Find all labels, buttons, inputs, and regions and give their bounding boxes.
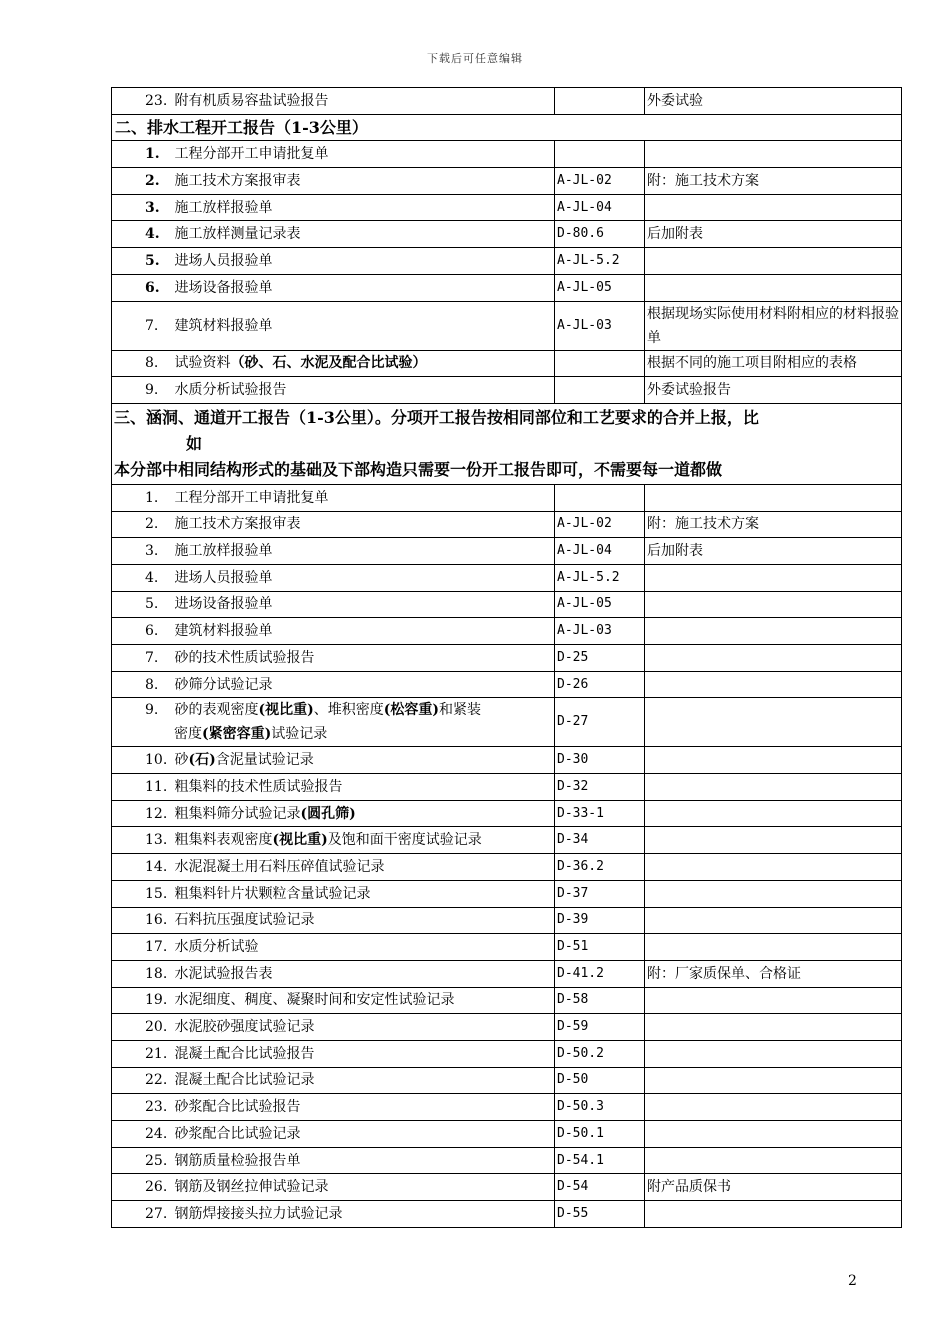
item-code: A-JL-05 — [555, 591, 645, 618]
item-name: 砂浆配合比试验记录 — [174, 1125, 301, 1142]
item-name-cell — [112, 1201, 555, 1228]
item-code: A-JL-04 — [555, 194, 645, 221]
item-name-cell — [112, 907, 555, 934]
item-code: D-26 — [555, 671, 645, 698]
table-row — [112, 934, 902, 961]
item-code: D-54 — [555, 1174, 645, 1201]
item-number: 2. — [145, 172, 160, 189]
table-row — [112, 221, 902, 248]
item-name-cell — [112, 274, 555, 301]
item-number: 16. — [145, 912, 168, 929]
item-code: D-80.6 — [555, 221, 645, 248]
item-code: D-54.1 — [555, 1147, 645, 1174]
item-name-cell — [112, 591, 555, 618]
item-note: 根据现场实际使用材料附相应的材料报验单 — [645, 301, 902, 350]
item-name: 石料抗压强度试验记录 — [174, 912, 315, 929]
item-number: 4. — [145, 569, 159, 586]
item-note: 外委试验 — [645, 88, 902, 115]
item-name-part: (圆孔筛) — [300, 805, 356, 822]
item-code: A-JL-03 — [555, 618, 645, 645]
item-note — [645, 591, 902, 618]
item-number: 6. — [145, 279, 160, 296]
item-name-part: 密度 — [174, 726, 202, 743]
item-name-part: (视比重) — [272, 832, 328, 849]
item-number: 10. — [145, 752, 168, 769]
item-note — [645, 854, 902, 881]
item-name-cell — [112, 221, 555, 248]
item-name-cell — [112, 484, 555, 511]
item-number: 7. — [145, 649, 159, 666]
item-name-cell — [112, 141, 555, 168]
item-name-part: 及饱和面干密度试验记录 — [327, 832, 482, 849]
item-name-cell — [112, 194, 555, 221]
item-name: 进场人员报验单 — [174, 569, 273, 586]
item-name: 试验资料 — [174, 355, 231, 372]
item-name-cell — [112, 511, 555, 538]
item-name-cell — [112, 1040, 555, 1067]
item-name: 进场设备报验单 — [174, 279, 273, 296]
item-number: 5. — [145, 252, 160, 269]
item-number: 4. — [145, 226, 160, 243]
section3-title-line3: 本分部中相同结构形式的基础及下部构造只需要一份开工报告即可，不需要每一道都做 — [114, 459, 723, 479]
item-note — [645, 671, 902, 698]
item-note: 外委试验报告 — [645, 377, 902, 404]
item-note — [645, 141, 902, 168]
item-name-cell — [112, 1174, 555, 1201]
item-name-cell — [112, 1147, 555, 1174]
item-code: D-39 — [555, 907, 645, 934]
table-row — [112, 800, 902, 827]
item-name-cell — [112, 618, 555, 645]
item-number: 25. — [145, 1152, 168, 1169]
item-name: 工程分部开工申请批复单 — [174, 489, 329, 506]
item-number: 13. — [145, 832, 168, 849]
item-name-part: (石) — [188, 752, 216, 769]
item-number: 19. — [145, 992, 168, 1009]
item-number: 22. — [145, 1072, 168, 1089]
item-note — [645, 1201, 902, 1228]
item-name: 施工放样报验单 — [174, 199, 273, 216]
item-code: D-50.3 — [555, 1094, 645, 1121]
item-code: D-58 — [555, 987, 645, 1014]
item-number: 8. — [145, 676, 159, 693]
item-note — [645, 1121, 902, 1148]
table-row — [112, 671, 902, 698]
item-name: 水泥试验报告表 — [174, 965, 273, 982]
item-number: 2. — [145, 516, 159, 533]
table-row — [112, 618, 902, 645]
item-note: 附：施工技术方案 — [645, 168, 902, 195]
item-note: 附：施工技术方案 — [645, 511, 902, 538]
item-code: D-32 — [555, 774, 645, 801]
table-row — [112, 1014, 902, 1041]
item-number: 20. — [145, 1019, 168, 1036]
section3-title — [112, 403, 902, 484]
table-row — [112, 511, 902, 538]
item-note — [645, 934, 902, 961]
table-row — [112, 564, 902, 591]
item-name: 水泥混凝土用石料压碎值试验记录 — [174, 858, 385, 875]
item-number: 24. — [145, 1125, 168, 1142]
item-note — [645, 774, 902, 801]
item-name: 施工放样报验单 — [174, 543, 273, 560]
item-number: 27. — [145, 1205, 168, 1222]
item-name-bold: （砂、石、水泥及配合比试验） — [230, 355, 427, 372]
item-number: 12. — [145, 805, 168, 822]
item-number: 3. — [145, 543, 159, 560]
item-name: 钢筋焊接接头拉力试验记录 — [174, 1205, 343, 1222]
item-name: 砂浆配合比试验报告 — [174, 1099, 301, 1116]
table-row — [112, 194, 902, 221]
item-code: D-30 — [555, 747, 645, 774]
table-row — [112, 907, 902, 934]
item-name-part: 砂的表观密度 — [174, 702, 259, 719]
table-row — [112, 274, 902, 301]
item-name-part: 试验记录 — [271, 726, 328, 743]
item-code: D-41.2 — [555, 960, 645, 987]
item-name-cell — [112, 774, 555, 801]
item-number: 23. — [145, 1099, 168, 1116]
item-number: 5. — [145, 596, 159, 613]
table-row — [112, 747, 902, 774]
item-number: 6. — [145, 623, 159, 640]
item-name: 工程分部开工申请批复单 — [174, 146, 329, 163]
item-name-part: (紧密容重) — [202, 726, 272, 743]
item-name: 水质分析试验 — [174, 939, 259, 956]
item-name: 水质分析试验报告 — [174, 382, 287, 399]
page-number: 2 — [848, 1273, 857, 1289]
item-number: 26. — [145, 1179, 168, 1196]
item-code: D-25 — [555, 645, 645, 672]
item-code — [555, 350, 645, 377]
item-code: D-27 — [555, 698, 645, 747]
item-name-cell — [112, 987, 555, 1014]
item-note — [645, 1094, 902, 1121]
item-name-cell — [112, 538, 555, 565]
item-note: 附：厂家质保单、合格证 — [645, 960, 902, 987]
item-code: A-JL-5.2 — [555, 564, 645, 591]
item-name-cell — [112, 671, 555, 698]
item-note: 根据不同的施工项目附相应的表格 — [645, 350, 902, 377]
item-note: 后加附表 — [645, 221, 902, 248]
item-number: 18. — [145, 965, 168, 982]
item-name-cell — [112, 827, 555, 854]
item-name-part: 粗集料筛分试验记录 — [174, 805, 301, 822]
item-note — [645, 987, 902, 1014]
item-name-cell — [112, 1014, 555, 1041]
item-name-cell — [112, 88, 555, 115]
item-name: 砂的技术性质试验报告 — [174, 649, 315, 666]
item-name: 粗集料的技术性质试验报告 — [174, 778, 343, 795]
item-name: 钢筋及钢丝拉伸试验记录 — [174, 1179, 329, 1196]
item-number: 9. — [145, 702, 159, 719]
item-name-part: 含泥量试验记录 — [215, 752, 314, 769]
item-code — [555, 484, 645, 511]
item-note — [645, 907, 902, 934]
item-name-cell — [112, 350, 555, 377]
item-name: 建筑材料报验单 — [174, 317, 273, 334]
section2-title: 二、排水工程开工报告（1-3公里） — [112, 114, 902, 141]
item-note — [645, 248, 902, 275]
table-row — [112, 960, 902, 987]
item-name: 进场人员报验单 — [174, 252, 273, 269]
table-row — [112, 1067, 902, 1094]
item-name-part: 砂 — [174, 752, 189, 769]
item-name: 施工技术方案报审表 — [174, 172, 301, 189]
table-row — [112, 987, 902, 1014]
item-name: 砂筛分试验记录 — [174, 676, 273, 693]
item-note — [645, 274, 902, 301]
table-row — [112, 698, 902, 747]
item-note: 附产品质保书 — [645, 1174, 902, 1201]
item-code: A-JL-05 — [555, 274, 645, 301]
item-name: 水泥胶砂强度试验记录 — [174, 1019, 315, 1036]
item-name-cell — [112, 698, 555, 747]
item-code: D-37 — [555, 880, 645, 907]
item-code — [555, 141, 645, 168]
item-code: D-59 — [555, 1014, 645, 1041]
item-name-cell — [112, 960, 555, 987]
table-row — [112, 1040, 902, 1067]
table-row — [112, 854, 902, 881]
item-name-cell — [112, 1094, 555, 1121]
table-row — [112, 301, 902, 350]
table-row — [112, 1174, 902, 1201]
item-code: A-JL-5.2 — [555, 248, 645, 275]
item-name-cell — [112, 564, 555, 591]
table-row — [112, 880, 902, 907]
header-note: 下载后可任意编辑 — [427, 52, 523, 65]
item-code: A-JL-02 — [555, 168, 645, 195]
item-code: D-55 — [555, 1201, 645, 1228]
item-note: 后加附表 — [645, 538, 902, 565]
item-code: D-34 — [555, 827, 645, 854]
item-number: 23. — [145, 92, 168, 109]
table-row — [112, 248, 902, 275]
table-row — [112, 350, 902, 377]
item-code: D-50.1 — [555, 1121, 645, 1148]
item-code: A-JL-03 — [555, 301, 645, 350]
item-note — [645, 645, 902, 672]
table-row — [112, 827, 902, 854]
item-name-cell — [112, 854, 555, 881]
table-row — [112, 88, 902, 115]
item-name-part: 和紧装 — [438, 702, 481, 719]
item-code — [555, 377, 645, 404]
table-row — [112, 168, 902, 195]
item-note — [645, 618, 902, 645]
item-name: 施工放样测量记录表 — [174, 226, 301, 243]
item-name-cell — [112, 248, 555, 275]
section3-title-line2: 如 — [186, 433, 203, 453]
item-name-cell — [112, 1067, 555, 1094]
table-row — [112, 141, 902, 168]
item-name: 钢筋质量检验报告单 — [174, 1152, 301, 1169]
item-name: 混凝土配合比试验报告 — [174, 1045, 315, 1062]
item-note — [645, 800, 902, 827]
table-row — [112, 1147, 902, 1174]
item-note — [645, 698, 902, 747]
item-name: 粗集料针片状颗粒含量试验记录 — [174, 885, 371, 902]
item-name-cell — [112, 645, 555, 672]
section-heading-row — [112, 403, 902, 484]
item-number: 11. — [145, 778, 168, 795]
item-name-cell — [112, 880, 555, 907]
item-note — [645, 747, 902, 774]
item-number: 17. — [145, 939, 168, 956]
item-name-cell — [112, 377, 555, 404]
item-code: A-JL-04 — [555, 538, 645, 565]
item-number: 1. — [145, 146, 160, 163]
item-note — [645, 484, 902, 511]
item-note — [645, 564, 902, 591]
item-name-cell — [112, 747, 555, 774]
item-name: 混凝土配合比试验记录 — [174, 1072, 315, 1089]
section-heading-row — [112, 114, 902, 141]
item-number: 14. — [145, 858, 168, 875]
item-code: A-JL-02 — [555, 511, 645, 538]
item-number: 9. — [145, 382, 159, 399]
item-note — [645, 1147, 902, 1174]
table-row — [112, 1094, 902, 1121]
item-name-part: (视比重) — [258, 702, 314, 719]
table-row — [112, 774, 902, 801]
item-note — [645, 1067, 902, 1094]
item-name: 附有机质易容盐试验报告 — [174, 92, 329, 109]
item-name-cell — [112, 934, 555, 961]
table-row — [112, 645, 902, 672]
item-number: 21. — [145, 1045, 168, 1062]
item-code: D-36.2 — [555, 854, 645, 881]
item-number: 7. — [145, 317, 159, 334]
item-code: D-50.2 — [555, 1040, 645, 1067]
item-number: 1. — [145, 489, 159, 506]
table-row — [112, 377, 902, 404]
table-row — [112, 538, 902, 565]
item-code: D-50 — [555, 1067, 645, 1094]
item-name-cell — [112, 168, 555, 195]
item-name-part: 粗集料表观密度 — [174, 832, 273, 849]
item-number: 8. — [145, 355, 159, 372]
item-name-cell — [112, 800, 555, 827]
section3-title-line1: 三、涵洞、通道开工报告（1-3公里）。分项开工报告按相同部位和工艺要求的合并上报，比 — [114, 407, 759, 427]
item-name: 施工技术方案报审表 — [174, 516, 301, 533]
item-name-cell — [112, 301, 555, 350]
item-name-part: (松容重) — [383, 702, 439, 719]
table-row — [112, 1201, 902, 1228]
table-row — [112, 591, 902, 618]
item-number: 15. — [145, 885, 168, 902]
item-name: 进场设备报验单 — [174, 596, 273, 613]
table-row — [112, 1121, 902, 1148]
item-note — [645, 880, 902, 907]
item-note — [645, 827, 902, 854]
item-code — [555, 88, 645, 115]
item-code: D-51 — [555, 934, 645, 961]
item-name-cell — [112, 1121, 555, 1148]
item-name: 建筑材料报验单 — [174, 623, 273, 640]
item-code: D-33-1 — [555, 800, 645, 827]
report-list-table — [111, 87, 902, 1228]
item-name-part: 、堆积密度 — [313, 702, 384, 719]
table-row — [112, 484, 902, 511]
item-name: 水泥细度、稠度、凝聚时间和安定性试验记录 — [174, 992, 455, 1009]
item-note — [645, 1014, 902, 1041]
item-note — [645, 1040, 902, 1067]
item-note — [645, 194, 902, 221]
item-number: 3. — [145, 199, 160, 216]
